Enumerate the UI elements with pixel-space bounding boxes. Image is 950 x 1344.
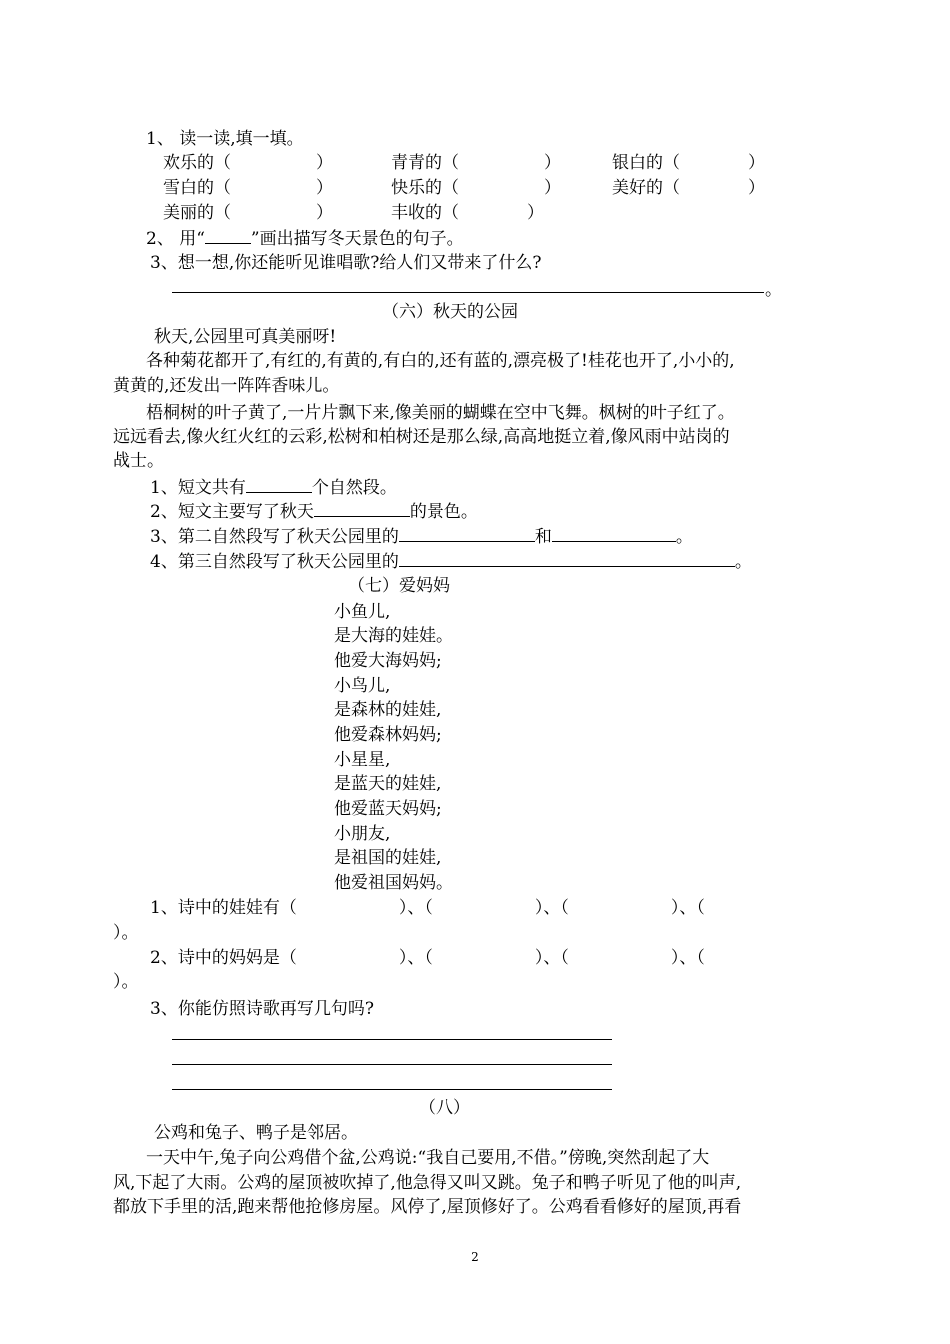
answer-blank bbox=[399, 550, 735, 567]
paragraph: 秋天,公园里可真美丽呀! bbox=[154, 327, 337, 347]
fill-item: 青青的（ ） bbox=[391, 153, 561, 173]
answer-line bbox=[172, 1089, 612, 1090]
poem-line: 是森林的娃娃, bbox=[334, 700, 442, 720]
paragraph: 风,下起了大雨。公鸡的屋顶被吹掉了,他急得又叫又跳。兔子和鸭子听见了他的叫声, bbox=[113, 1173, 742, 1193]
section-8-title: （八） bbox=[419, 1098, 470, 1118]
question-3: 3、你能仿照诗歌再写几句吗? bbox=[150, 999, 374, 1019]
question-2: 2、诗中的妈妈是（ ）、（ ）、（ ）、（ bbox=[150, 948, 705, 968]
paragraph: 公鸡和兔子、鸭子是邻居。 bbox=[154, 1123, 358, 1143]
page-number: 2 bbox=[471, 1250, 479, 1264]
poem-line: 他爱祖国妈妈。 bbox=[334, 873, 453, 893]
fill-item: 雪白的（ ） bbox=[163, 178, 333, 198]
question-text: 。 bbox=[734, 552, 752, 572]
poem-line: 是蓝天的娃娃, bbox=[334, 774, 442, 794]
question-2 bbox=[150, 500, 478, 523]
fill-item: 快乐的（ ） bbox=[391, 178, 561, 198]
paragraph: 各种菊花都开了,有红的,有黄的,有白的,还有蓝的,漂亮极了!桂花也开了,小小的, bbox=[146, 351, 735, 371]
question-1: 1、 读一读,填一填。 bbox=[146, 129, 304, 149]
question-text: 个自然段。 bbox=[311, 478, 397, 498]
question-text: 1、短文共有 bbox=[150, 478, 246, 498]
question-text: 4、第三自然段写了秋天公园里的 bbox=[150, 552, 399, 572]
answer-line bbox=[172, 1064, 612, 1065]
poem-line: 小鱼儿, bbox=[334, 602, 391, 622]
paragraph: 都放下手里的活,跑来帮他抢修房屋。风停了,屋顶修好了。公鸡看看修好的屋顶,再看 bbox=[113, 1197, 742, 1217]
question-3 bbox=[150, 525, 693, 548]
answer-blank bbox=[314, 500, 410, 517]
question-2 bbox=[146, 227, 464, 250]
poem-line: 小朋友, bbox=[334, 824, 391, 844]
question-1 bbox=[150, 476, 397, 499]
question-text: 。 bbox=[675, 527, 693, 547]
question-2-cont: ）。 bbox=[113, 972, 139, 992]
question-4 bbox=[150, 550, 752, 573]
paragraph: 梧桐树的叶子黄了,一片片飘下来,像美丽的蝴蝶在空中飞舞。枫树的叶子红了。 bbox=[146, 403, 735, 423]
poem-line: 他爱大海妈妈; bbox=[334, 651, 442, 671]
answer-blank bbox=[399, 525, 535, 542]
question-text: 的景色。 bbox=[409, 502, 478, 522]
question-text: 3、第二自然段写了秋天公园里的 bbox=[150, 527, 399, 547]
answer-blank bbox=[246, 476, 312, 493]
poem-line: 小鸟儿, bbox=[334, 676, 391, 696]
paragraph: 远远看去,像火红火红的云彩,松树和柏树还是那么绿,高高地挺立着,像风雨中站岗的 bbox=[113, 427, 730, 447]
poem-line: 小星星, bbox=[334, 750, 391, 770]
question-2-start: 2、 用“ bbox=[146, 229, 205, 249]
fill-item: 欢乐的（ ） bbox=[163, 153, 333, 173]
question-1: 1、诗中的娃娃有（ ）、（ ）、（ ）、（ bbox=[150, 898, 705, 918]
fill-item: 美丽的（ ） bbox=[163, 203, 333, 223]
fill-item: 丰收的（ ） bbox=[391, 203, 544, 223]
question-2-end: ”画出描写冬天景色的句子。 bbox=[250, 229, 464, 249]
fill-item: 银白的（ ） bbox=[612, 153, 765, 173]
poem-line: 是大海的娃娃。 bbox=[334, 626, 453, 646]
question-3-end: 。 bbox=[765, 280, 782, 300]
fill-item: 美好的（ ） bbox=[612, 178, 765, 198]
answer-line bbox=[172, 1039, 612, 1040]
poem-line: 他爱森林妈妈; bbox=[334, 725, 442, 745]
question-text: 和 bbox=[534, 527, 552, 547]
paragraph: 黄黄的,还发出一阵阵香味儿。 bbox=[113, 376, 340, 396]
paragraph: 战士。 bbox=[113, 451, 164, 471]
section-7-title: （七）爱妈妈 bbox=[348, 576, 450, 596]
answer-blank bbox=[552, 525, 676, 542]
answer-line bbox=[172, 292, 764, 293]
poem-line: 是祖国的娃娃, bbox=[334, 848, 442, 868]
paragraph: 一天中午,兔子向公鸡借个盆,公鸡说:“我自己要用,不借。”傍晚,突然刮起了大 bbox=[146, 1148, 710, 1168]
section-6-title: （六）秋天的公园 bbox=[382, 302, 518, 322]
question-3: 3、想一想,你还能听见谁唱歌?给人们又带来了什么? bbox=[150, 253, 542, 273]
question-1-cont: ）。 bbox=[113, 923, 139, 943]
poem-line: 他爱蓝天妈妈; bbox=[334, 799, 442, 819]
question-text: 2、短文主要写了秋天 bbox=[150, 502, 314, 522]
answer-blank bbox=[205, 227, 251, 244]
